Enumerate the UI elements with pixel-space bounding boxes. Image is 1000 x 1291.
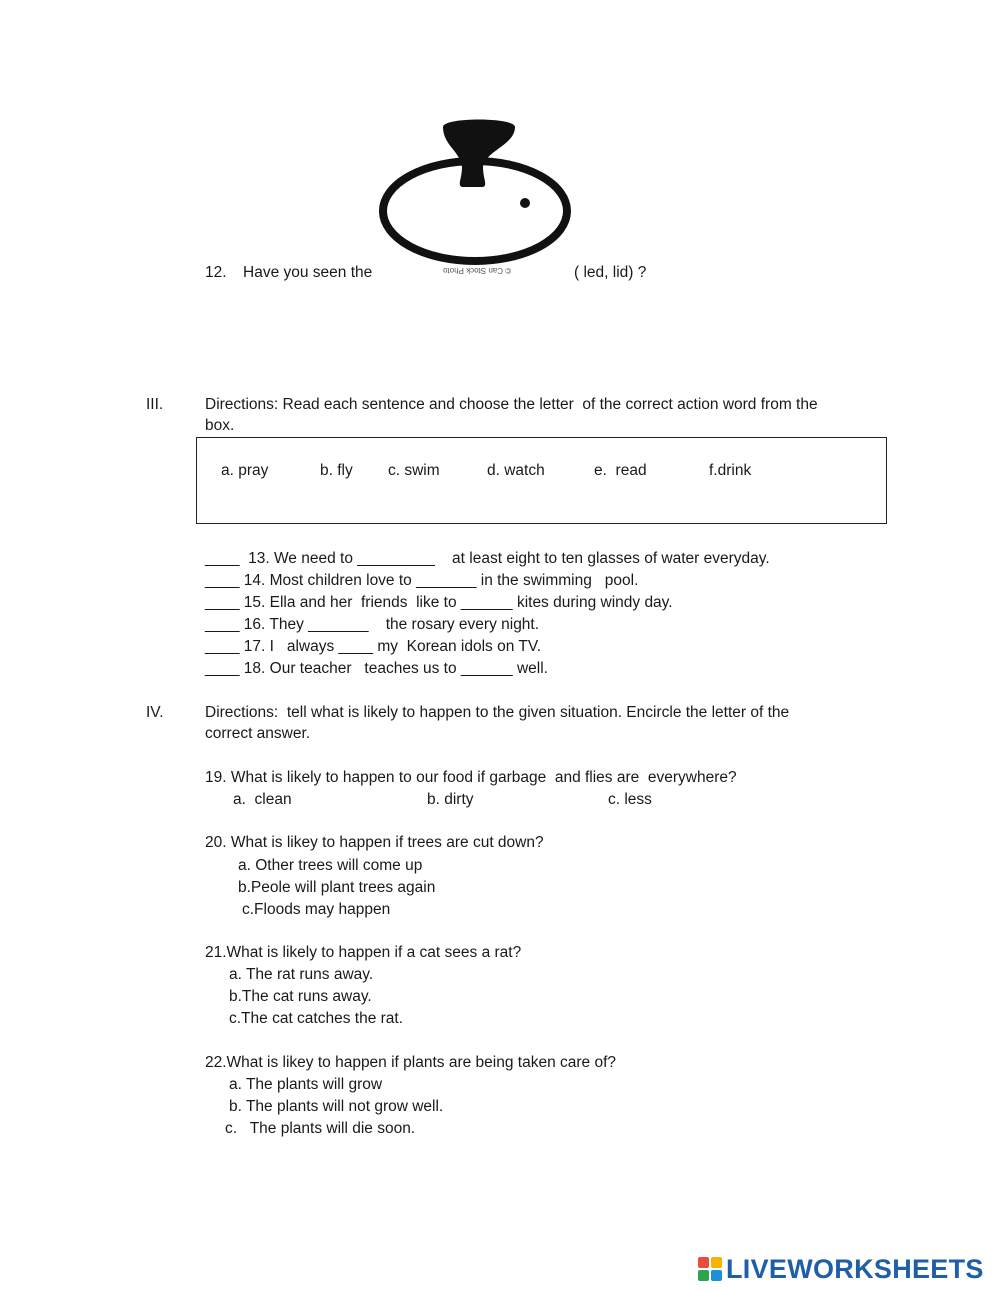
section4-numeral: IV. (146, 704, 164, 721)
section3-directions: Directions: Read each sentence and choose the letter of the correct action word from the (205, 396, 818, 413)
section3-numeral: III. (146, 396, 164, 413)
q19-choice-a: a. clean (233, 791, 292, 808)
q12-number: 12. (205, 264, 227, 281)
q19-choice-b: b. dirty (427, 791, 474, 808)
section3-directions-cont: box. (205, 417, 235, 434)
liveworksheets-brand (698, 1253, 984, 1285)
item-16: ____ 16. They _______ the rosary every night. (205, 616, 540, 633)
q20-choice-c: c.Floods may happen (242, 901, 391, 918)
logo-square-yellow (711, 1257, 722, 1268)
q22-choice-a: a. The plants will grow (229, 1076, 383, 1093)
q12-text: Have you seen the (243, 264, 373, 281)
item-14: ____ 14. Most children love to _______ in the swimming pool. (205, 572, 639, 589)
logo-square-red (698, 1257, 709, 1268)
q20-question: 20. What is likey to happen if trees are cut down? (205, 834, 544, 851)
q21-choice-a: a. The rat runs away. (229, 966, 374, 983)
lid-image (375, 115, 580, 265)
option-a: a. pray (221, 462, 269, 479)
q22-choice-b: b. The plants will not grow well. (229, 1098, 444, 1115)
option-f: f.drink (709, 462, 752, 479)
q21-question: 21.What is likely to happen if a cat sees a rat? (205, 944, 522, 961)
lid-knob (443, 120, 515, 188)
option-c: c. swim (388, 462, 440, 479)
section4-directions: Directions: tell what is likely to happen to the given situation. Encircle the letter of the (205, 704, 790, 721)
image-watermark: © Can Stock Photo (443, 266, 512, 275)
option-e: e. read (594, 462, 647, 479)
item-15: ____ 15. Ella and her friends like to ______ kites during windy day. (205, 594, 673, 611)
section4-directions-cont: correct answer. (205, 725, 311, 742)
q21-choice-c: c.The cat catches the rat. (229, 1010, 404, 1027)
liveworksheets-logo-icon (698, 1257, 722, 1281)
lid-vent-hole (520, 198, 530, 208)
q19-question: 19. What is likely to happen to our food if garbage and flies are everywhere? (205, 769, 737, 786)
q22-choice-c: c. The plants will die soon. (225, 1120, 416, 1137)
q20-choice-b: b.Peole will plant trees again (238, 879, 436, 896)
item-18: ____ 18. Our teacher teaches us to ______ well. (205, 660, 548, 677)
brand-name: LIVEWORKSHEETS (726, 1253, 984, 1284)
logo-square-blue (711, 1270, 722, 1281)
item-17: ____ 17. I always ____ my Korean idols on TV. (205, 638, 542, 655)
option-d: d. watch (487, 462, 545, 479)
q19-choice-c: c. less (608, 791, 652, 808)
logo-square-green (698, 1270, 709, 1281)
q22-question: 22.What is likey to happen if plants are being taken care of? (205, 1054, 616, 1071)
option-b: b. fly (320, 462, 353, 479)
q12-choices: ( led, lid) ? (574, 264, 647, 281)
q20-choice-a: a. Other trees will come up (238, 857, 423, 874)
q21-choice-b: b.The cat runs away. (229, 988, 372, 1005)
item-13: ____ 13. We need to _________ at least eight to ten glasses of water everyday. (205, 550, 770, 567)
